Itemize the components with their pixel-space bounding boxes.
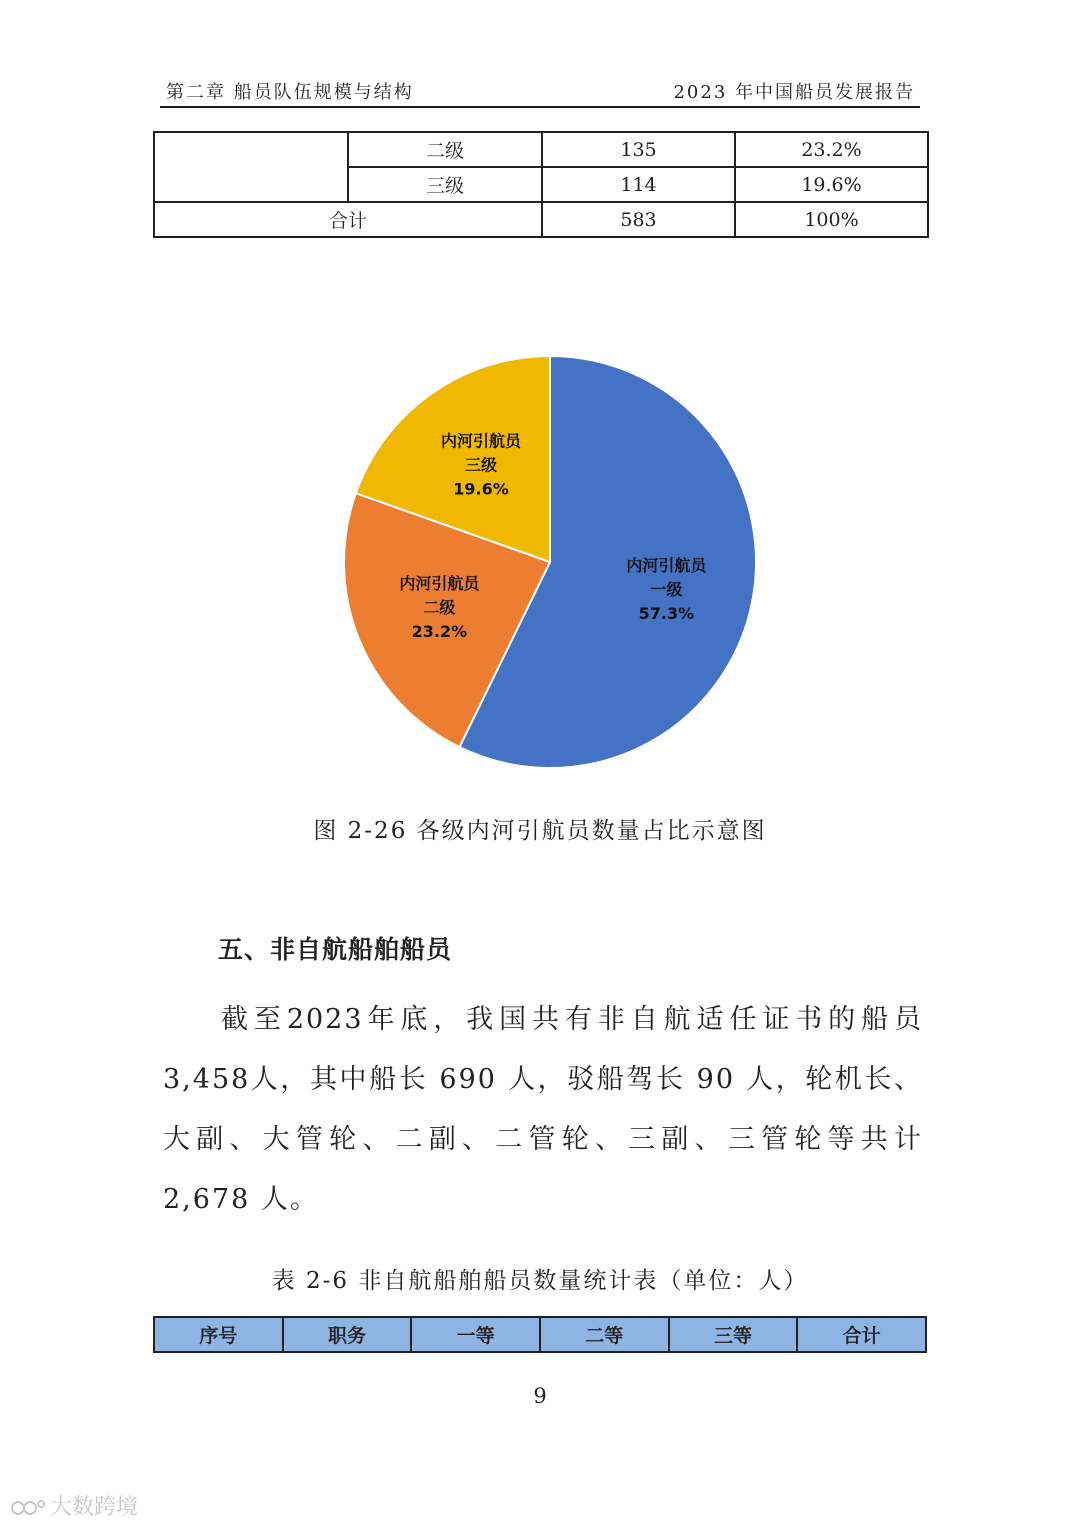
table-header-cell: 三等 bbox=[669, 1317, 798, 1352]
non-self-propelled-crew-table bbox=[153, 1316, 927, 1353]
table-cell-total-count: 583 bbox=[542, 202, 735, 237]
table-cell-count: 135 bbox=[542, 132, 735, 167]
pilot-level-table bbox=[153, 131, 929, 238]
pie-slice-label: 内河引航员三级 19.6% bbox=[441, 431, 522, 499]
header-chapter-title: 第二章 船员队伍规模与结构 bbox=[166, 82, 414, 103]
page-number: 9 bbox=[533, 1384, 547, 1408]
watermark bbox=[10, 1490, 138, 1521]
figure-caption: 图 2-26 各级内河引航员数量占比示意图 bbox=[313, 818, 767, 844]
table-caption: 表 2-6 非自航船舶船员数量统计表（单位：人） bbox=[271, 1268, 809, 1294]
table-cell-percent: 23.2% bbox=[735, 132, 928, 167]
table-cell-level: 三级 bbox=[348, 167, 542, 202]
pie-slice-label: 内河引航员一级 57.3% bbox=[626, 555, 707, 623]
header-divider bbox=[160, 106, 920, 108]
watermark-logo-icon bbox=[10, 1498, 46, 1518]
table-cell-level: 二级 bbox=[348, 132, 542, 167]
table-cell-blank bbox=[154, 132, 348, 202]
pie-slice-label: 内河引航员二级 23.2% bbox=[399, 574, 480, 642]
table-cell-percent: 19.6% bbox=[735, 167, 928, 202]
table-header-cell: 二等 bbox=[540, 1317, 669, 1352]
table-cell-count: 114 bbox=[542, 167, 735, 202]
section-heading: 五、非自航船舶船员 bbox=[218, 935, 453, 964]
table-row bbox=[154, 132, 928, 167]
table-header-cell: 合计 bbox=[797, 1317, 926, 1352]
table-cell-total-label: 合计 bbox=[154, 202, 542, 237]
table-cell-total-percent: 100% bbox=[735, 202, 928, 237]
body-paragraph: 截至2023年底，我国共有非自航适任证书的船员3,458人，其中船长 690 人，驳船驾长 90 人，轮机长、大副、大管轮、二副、二管轮、三副、三管轮等共计 2,678 人。 bbox=[163, 1004, 923, 1215]
table-header-cell: 序号 bbox=[154, 1317, 283, 1352]
table-total-row bbox=[154, 202, 928, 237]
table-header-row bbox=[154, 1317, 926, 1352]
pilot-level-pie-chart bbox=[330, 345, 770, 785]
header-report-title: 2023 年中国船员发展报告 bbox=[673, 82, 915, 103]
table-header-cell: 一等 bbox=[411, 1317, 540, 1352]
table-header-cell: 职务 bbox=[283, 1317, 412, 1352]
watermark-text: 大数跨境 bbox=[50, 1495, 139, 1520]
